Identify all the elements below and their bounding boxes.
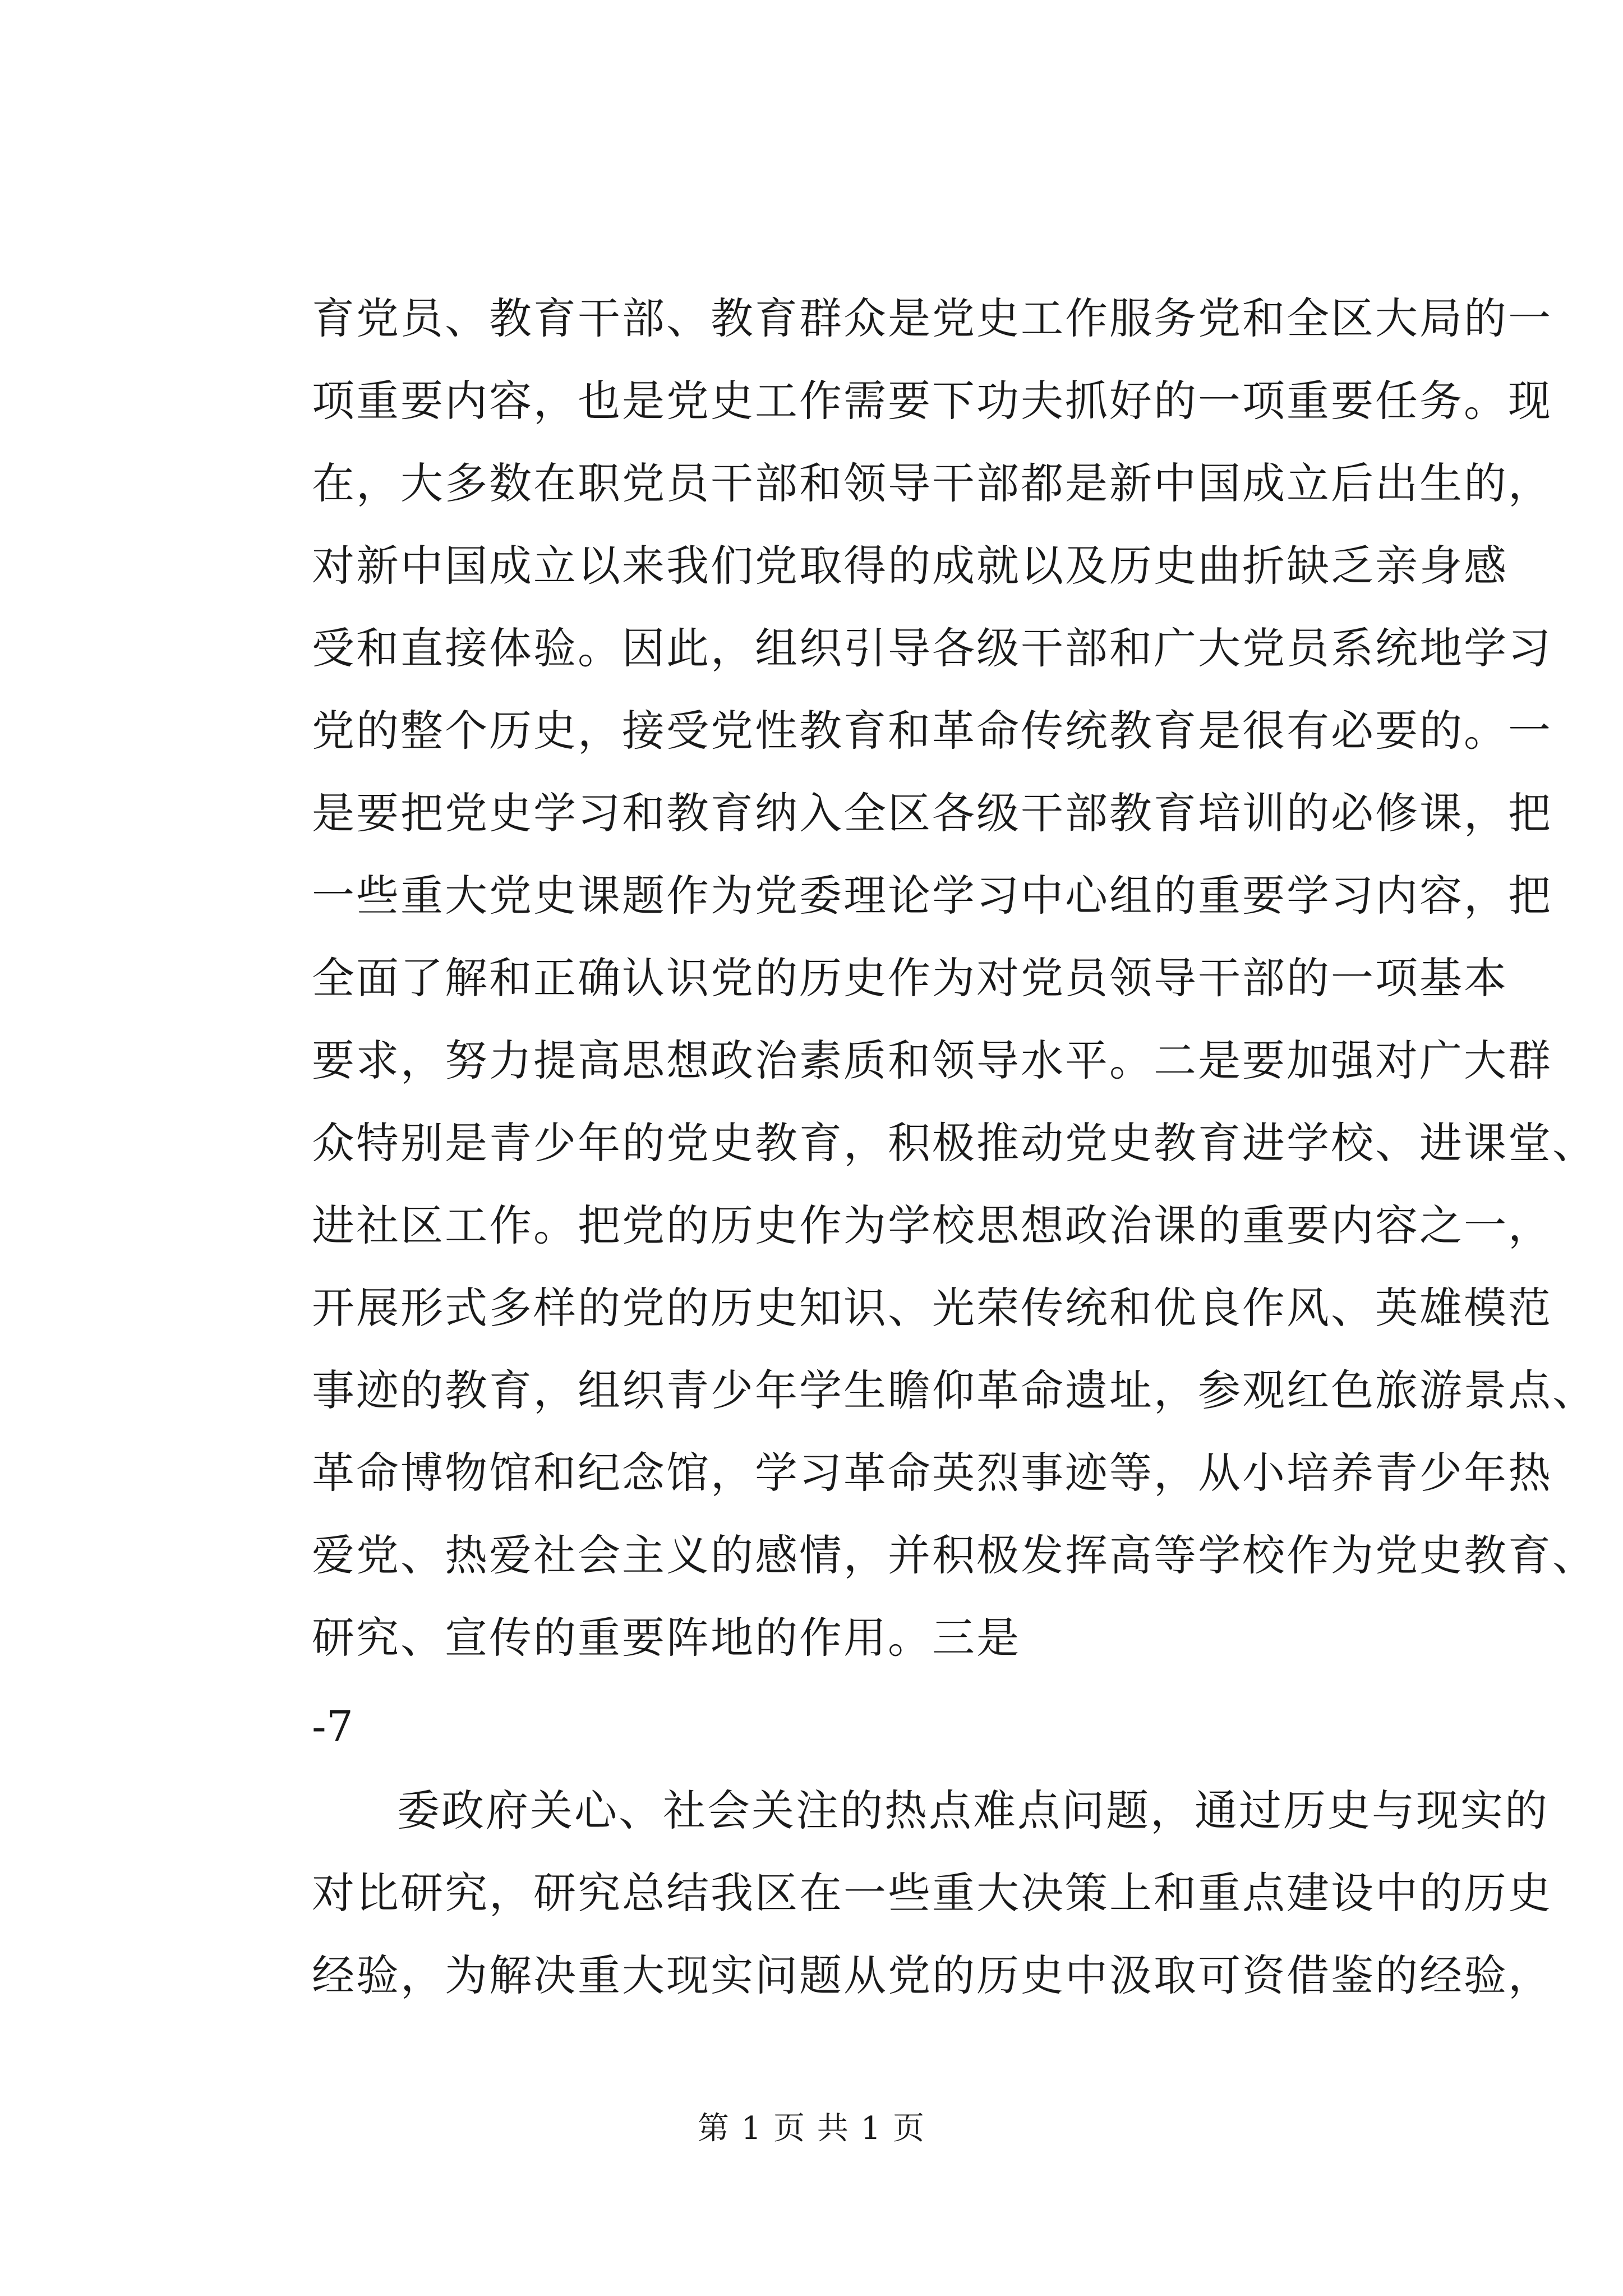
text-line: 全面了解和正确认识党的历史作为对党员领导干部的一项基本 (312, 953, 1508, 1003)
text-line: 事迹的教育，组织青少年学生瞻仰革命遗址，参观红色旅游景点、 (312, 1365, 1597, 1415)
text-line: 项重要内容，也是党史工作需要下功夫抓好的一项重要任务。现 (312, 376, 1552, 426)
text-line: 一些重大党史课题作为党委理论学习中心组的重要学习内容，把 (312, 871, 1552, 921)
text-line: 要求，努力提高思想政治素质和领导水平。二是要加强对广大群 (312, 1036, 1552, 1085)
text-line: 众特别是青少年的党史教育，积极推动党史教育进学校、进课堂、 (312, 1118, 1597, 1168)
text-line: 育党员、教育干部、教育群众是党史工作服务党和全区大局的一 (312, 293, 1552, 343)
text-line: 革命博物馆和纪念馆，学习革命英烈事迹等，从小培养青少年热 (312, 1448, 1552, 1498)
text-line: 开展形式多样的党的历史知识、光荣传统和优良作风、英雄模范 (312, 1283, 1552, 1333)
page-footer: 第 1 页 共 1 页 (697, 2110, 926, 2147)
text-line: 研究、宣传的重要阵地的作用。三是 (312, 1613, 1021, 1663)
text-line: 委政府关心、社会关注的热点难点问题，通过历史与现实的 (397, 1786, 1549, 1835)
text-line: 党的整个历史，接受党性教育和革命传统教育是很有必要的。一 (312, 706, 1552, 756)
text-line: 对新中国成立以来我们党取得的成就以及历史曲折缺乏亲身感 (312, 541, 1508, 591)
text-line: 爱党、热爱社会主义的感情，并积极发挥高等学校作为党史教育、 (312, 1530, 1597, 1580)
page-marker: -7 (312, 1701, 354, 1751)
text-line: 是要把党史学习和教育纳入全区各级干部教育培训的必修课，把 (312, 788, 1552, 838)
text-line: 对比研究，研究总结我区在一些重大决策上和重点建设中的历史 (312, 1868, 1552, 1918)
text-line: 在，大多数在职党员干部和领导干部都是新中国成立后出生的， (312, 458, 1552, 508)
text-line: 进社区工作。把党的历史作为学校思想政治课的重要内容之一， (312, 1200, 1552, 1250)
text-line: 受和直接体验。因此，组织引导各级干部和广大党员系统地学习 (312, 623, 1552, 673)
text-line: 经验，为解决重大现实问题从党的历史中汲取可资借鉴的经验， (312, 1950, 1552, 2000)
